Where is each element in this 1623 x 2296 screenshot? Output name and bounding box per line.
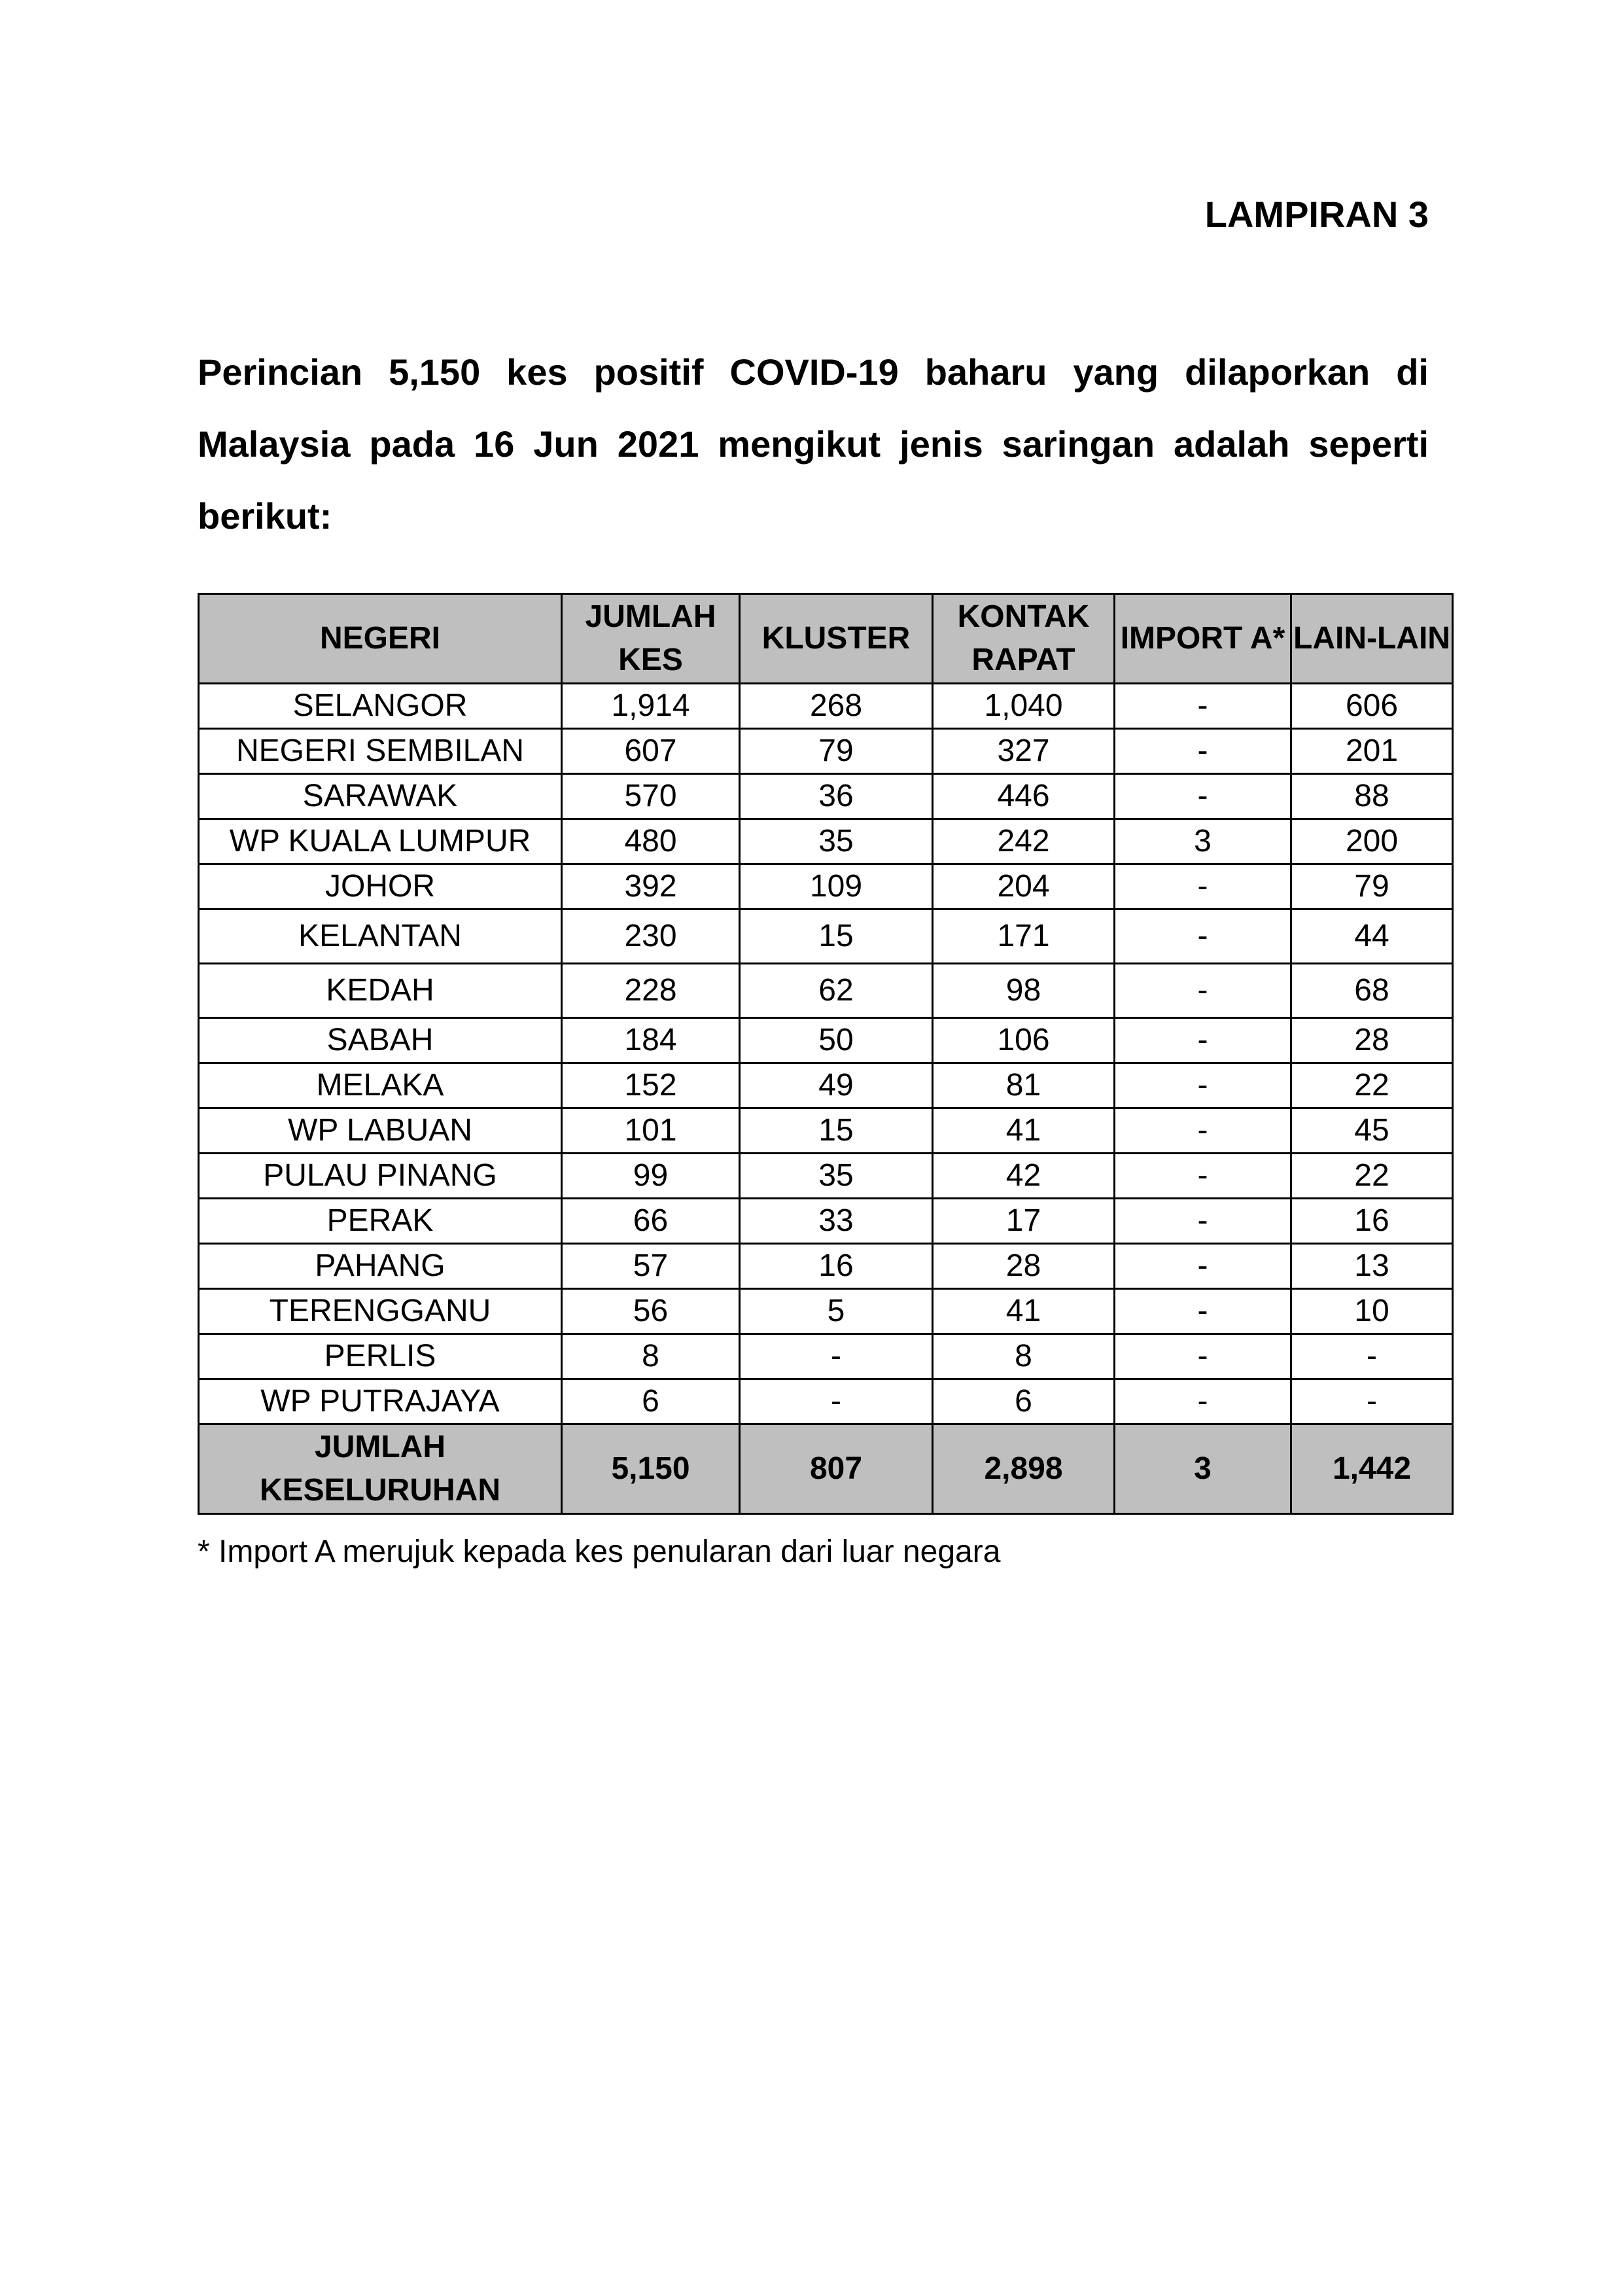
cell-kluster: 5 — [740, 1289, 933, 1334]
cell-kontak-rapat: 41 — [933, 1289, 1115, 1334]
cell-lain-lain: 16 — [1291, 1199, 1453, 1244]
cell-jumlah-kes: 230 — [562, 910, 740, 964]
cell-kontak-rapat: 17 — [933, 1199, 1115, 1244]
cell-negeri: PAHANG — [199, 1244, 562, 1289]
cell-jumlah-kes: 8 — [562, 1334, 740, 1379]
table-row — [199, 684, 1453, 729]
footnote: * Import A merujuk kepada kes penularan dari luar negara — [198, 1534, 1001, 1569]
cell-import-a: - — [1115, 964, 1291, 1018]
cell-jumlah-kes: 101 — [562, 1108, 740, 1154]
cell-import-a: - — [1115, 1063, 1291, 1108]
cell-jumlah-kes: 99 — [562, 1154, 740, 1199]
table-total-row — [199, 1424, 1453, 1514]
cell-kontak-rapat: 204 — [933, 864, 1115, 910]
cell-kluster: 35 — [740, 1154, 933, 1199]
cell-negeri: PULAU PINANG — [199, 1154, 562, 1199]
cell-lain-lain: 45 — [1291, 1108, 1453, 1154]
cell-import-a: - — [1115, 684, 1291, 729]
cell-negeri: MELAKA — [199, 1063, 562, 1108]
cell-lain-lain: 88 — [1291, 774, 1453, 819]
cell-negeri: SELANGOR — [199, 684, 562, 729]
header-negeri: NEGERI — [199, 594, 562, 684]
cell-kontak-rapat: 28 — [933, 1244, 1115, 1289]
table-row — [199, 1108, 1453, 1154]
cell-jumlah-kes: 57 — [562, 1244, 740, 1289]
cell-kontak-rapat: 8 — [933, 1334, 1115, 1379]
cell-negeri: KELANTAN — [199, 910, 562, 964]
cell-negeri: SARAWAK — [199, 774, 562, 819]
table-row — [199, 1018, 1453, 1063]
cell-import-a: 3 — [1115, 819, 1291, 864]
cell-kluster: - — [740, 1379, 933, 1424]
cell-import-a: - — [1115, 1199, 1291, 1244]
cell-negeri: JOHOR — [199, 864, 562, 910]
cell-lain-lain: 22 — [1291, 1154, 1453, 1199]
cell-import-a: - — [1115, 729, 1291, 774]
header-import-a: IMPORT A* — [1115, 594, 1291, 684]
table-row — [199, 729, 1453, 774]
document-heading: LAMPIRAN 3 — [1204, 194, 1429, 235]
cell-negeri: SABAH — [199, 1018, 562, 1063]
table-row — [199, 1379, 1453, 1424]
cell-kontak-rapat: 446 — [933, 774, 1115, 819]
table-row — [199, 1289, 1453, 1334]
cell-jumlah-kes: 228 — [562, 964, 740, 1018]
table-row — [199, 1199, 1453, 1244]
cell-kontak-rapat: 1,040 — [933, 684, 1115, 729]
cell-lain-lain: 10 — [1291, 1289, 1453, 1334]
cell-lain-lain: 13 — [1291, 1244, 1453, 1289]
cell-jumlah-kes: 607 — [562, 729, 740, 774]
cell-negeri: NEGERI SEMBILAN — [199, 729, 562, 774]
total-kluster: 807 — [740, 1424, 933, 1514]
cell-jumlah-kes: 1,914 — [562, 684, 740, 729]
table-row — [199, 910, 1453, 964]
cell-negeri: PERAK — [199, 1199, 562, 1244]
cell-negeri: KEDAH — [199, 964, 562, 1018]
cell-lain-lain: 28 — [1291, 1018, 1453, 1063]
total-label: JUMLAH KESELURUHAN — [199, 1424, 562, 1514]
cell-jumlah-kes: 480 — [562, 819, 740, 864]
cell-import-a: - — [1115, 1379, 1291, 1424]
cell-kluster: 15 — [740, 910, 933, 964]
header-kluster: KLUSTER — [740, 594, 933, 684]
table-row — [199, 774, 1453, 819]
cell-jumlah-kes: 570 — [562, 774, 740, 819]
cell-kluster: 33 — [740, 1199, 933, 1244]
cell-import-a: - — [1115, 1334, 1291, 1379]
table-row — [199, 1244, 1453, 1289]
cell-import-a: - — [1115, 910, 1291, 964]
cell-import-a: - — [1115, 1154, 1291, 1199]
cell-kontak-rapat: 242 — [933, 819, 1115, 864]
table-row — [199, 1063, 1453, 1108]
cell-kluster: 36 — [740, 774, 933, 819]
header-lain-lain: LAIN-LAIN — [1291, 594, 1453, 684]
cell-kontak-rapat: 327 — [933, 729, 1115, 774]
cell-kluster: 35 — [740, 819, 933, 864]
cell-kluster: 16 — [740, 1244, 933, 1289]
cell-kontak-rapat: 42 — [933, 1154, 1115, 1199]
cell-import-a: - — [1115, 1018, 1291, 1063]
cell-kontak-rapat: 6 — [933, 1379, 1115, 1424]
cell-kontak-rapat: 81 — [933, 1063, 1115, 1108]
cell-lain-lain: 44 — [1291, 910, 1453, 964]
cases-table — [198, 593, 1454, 1515]
cell-kluster: 49 — [740, 1063, 933, 1108]
cell-kontak-rapat: 41 — [933, 1108, 1115, 1154]
cell-lain-lain: 201 — [1291, 729, 1453, 774]
intro-paragraph: Perincian 5,150 kes positif COVID-19 baharu yang dilaporkan di Malaysia pada 16 Jun 2021 mengikut jenis saringan adalah seperti berikut: — [198, 351, 1429, 537]
cell-kluster: 50 — [740, 1018, 933, 1063]
cell-import-a: - — [1115, 774, 1291, 819]
cell-kluster: 79 — [740, 729, 933, 774]
cell-kontak-rapat: 106 — [933, 1018, 1115, 1063]
cell-lain-lain: - — [1291, 1334, 1453, 1379]
cell-negeri: WP PUTRAJAYA — [199, 1379, 562, 1424]
table-row — [199, 864, 1453, 910]
total-lain-lain: 1,442 — [1291, 1424, 1453, 1514]
cell-kluster: - — [740, 1334, 933, 1379]
table-row — [199, 1154, 1453, 1199]
table-row — [199, 964, 1453, 1018]
cell-negeri: WP LABUAN — [199, 1108, 562, 1154]
cell-import-a: - — [1115, 1244, 1291, 1289]
cell-lain-lain: 200 — [1291, 819, 1453, 864]
cell-lain-lain: 22 — [1291, 1063, 1453, 1108]
cell-jumlah-kes: 152 — [562, 1063, 740, 1108]
table-row — [199, 1334, 1453, 1379]
total-kontak-rapat: 2,898 — [933, 1424, 1115, 1514]
cell-negeri: WP KUALA LUMPUR — [199, 819, 562, 864]
cell-kluster: 109 — [740, 864, 933, 910]
cell-kontak-rapat: 171 — [933, 910, 1115, 964]
header-jumlah-kes: JUMLAH KES — [562, 594, 740, 684]
cell-lain-lain: 606 — [1291, 684, 1453, 729]
total-import-a: 3 — [1115, 1424, 1291, 1514]
cell-kluster: 62 — [740, 964, 933, 1018]
cell-lain-lain: 79 — [1291, 864, 1453, 910]
cell-import-a: - — [1115, 1108, 1291, 1154]
cell-jumlah-kes: 6 — [562, 1379, 740, 1424]
cell-kontak-rapat: 98 — [933, 964, 1115, 1018]
cell-kluster: 15 — [740, 1108, 933, 1154]
cell-kluster: 268 — [740, 684, 933, 729]
cell-import-a: - — [1115, 864, 1291, 910]
cell-negeri: TERENGGANU — [199, 1289, 562, 1334]
cell-jumlah-kes: 66 — [562, 1199, 740, 1244]
cell-lain-lain: - — [1291, 1379, 1453, 1424]
cell-jumlah-kes: 392 — [562, 864, 740, 910]
header-kontak-rapat: KONTAK RAPAT — [933, 594, 1115, 684]
cell-lain-lain: 68 — [1291, 964, 1453, 1018]
cell-jumlah-kes: 56 — [562, 1289, 740, 1334]
cell-import-a: - — [1115, 1289, 1291, 1334]
table-header-row — [199, 594, 1453, 684]
table-row — [199, 819, 1453, 864]
cell-jumlah-kes: 184 — [562, 1018, 740, 1063]
total-jumlah-kes: 5,150 — [562, 1424, 740, 1514]
cell-negeri: PERLIS — [199, 1334, 562, 1379]
